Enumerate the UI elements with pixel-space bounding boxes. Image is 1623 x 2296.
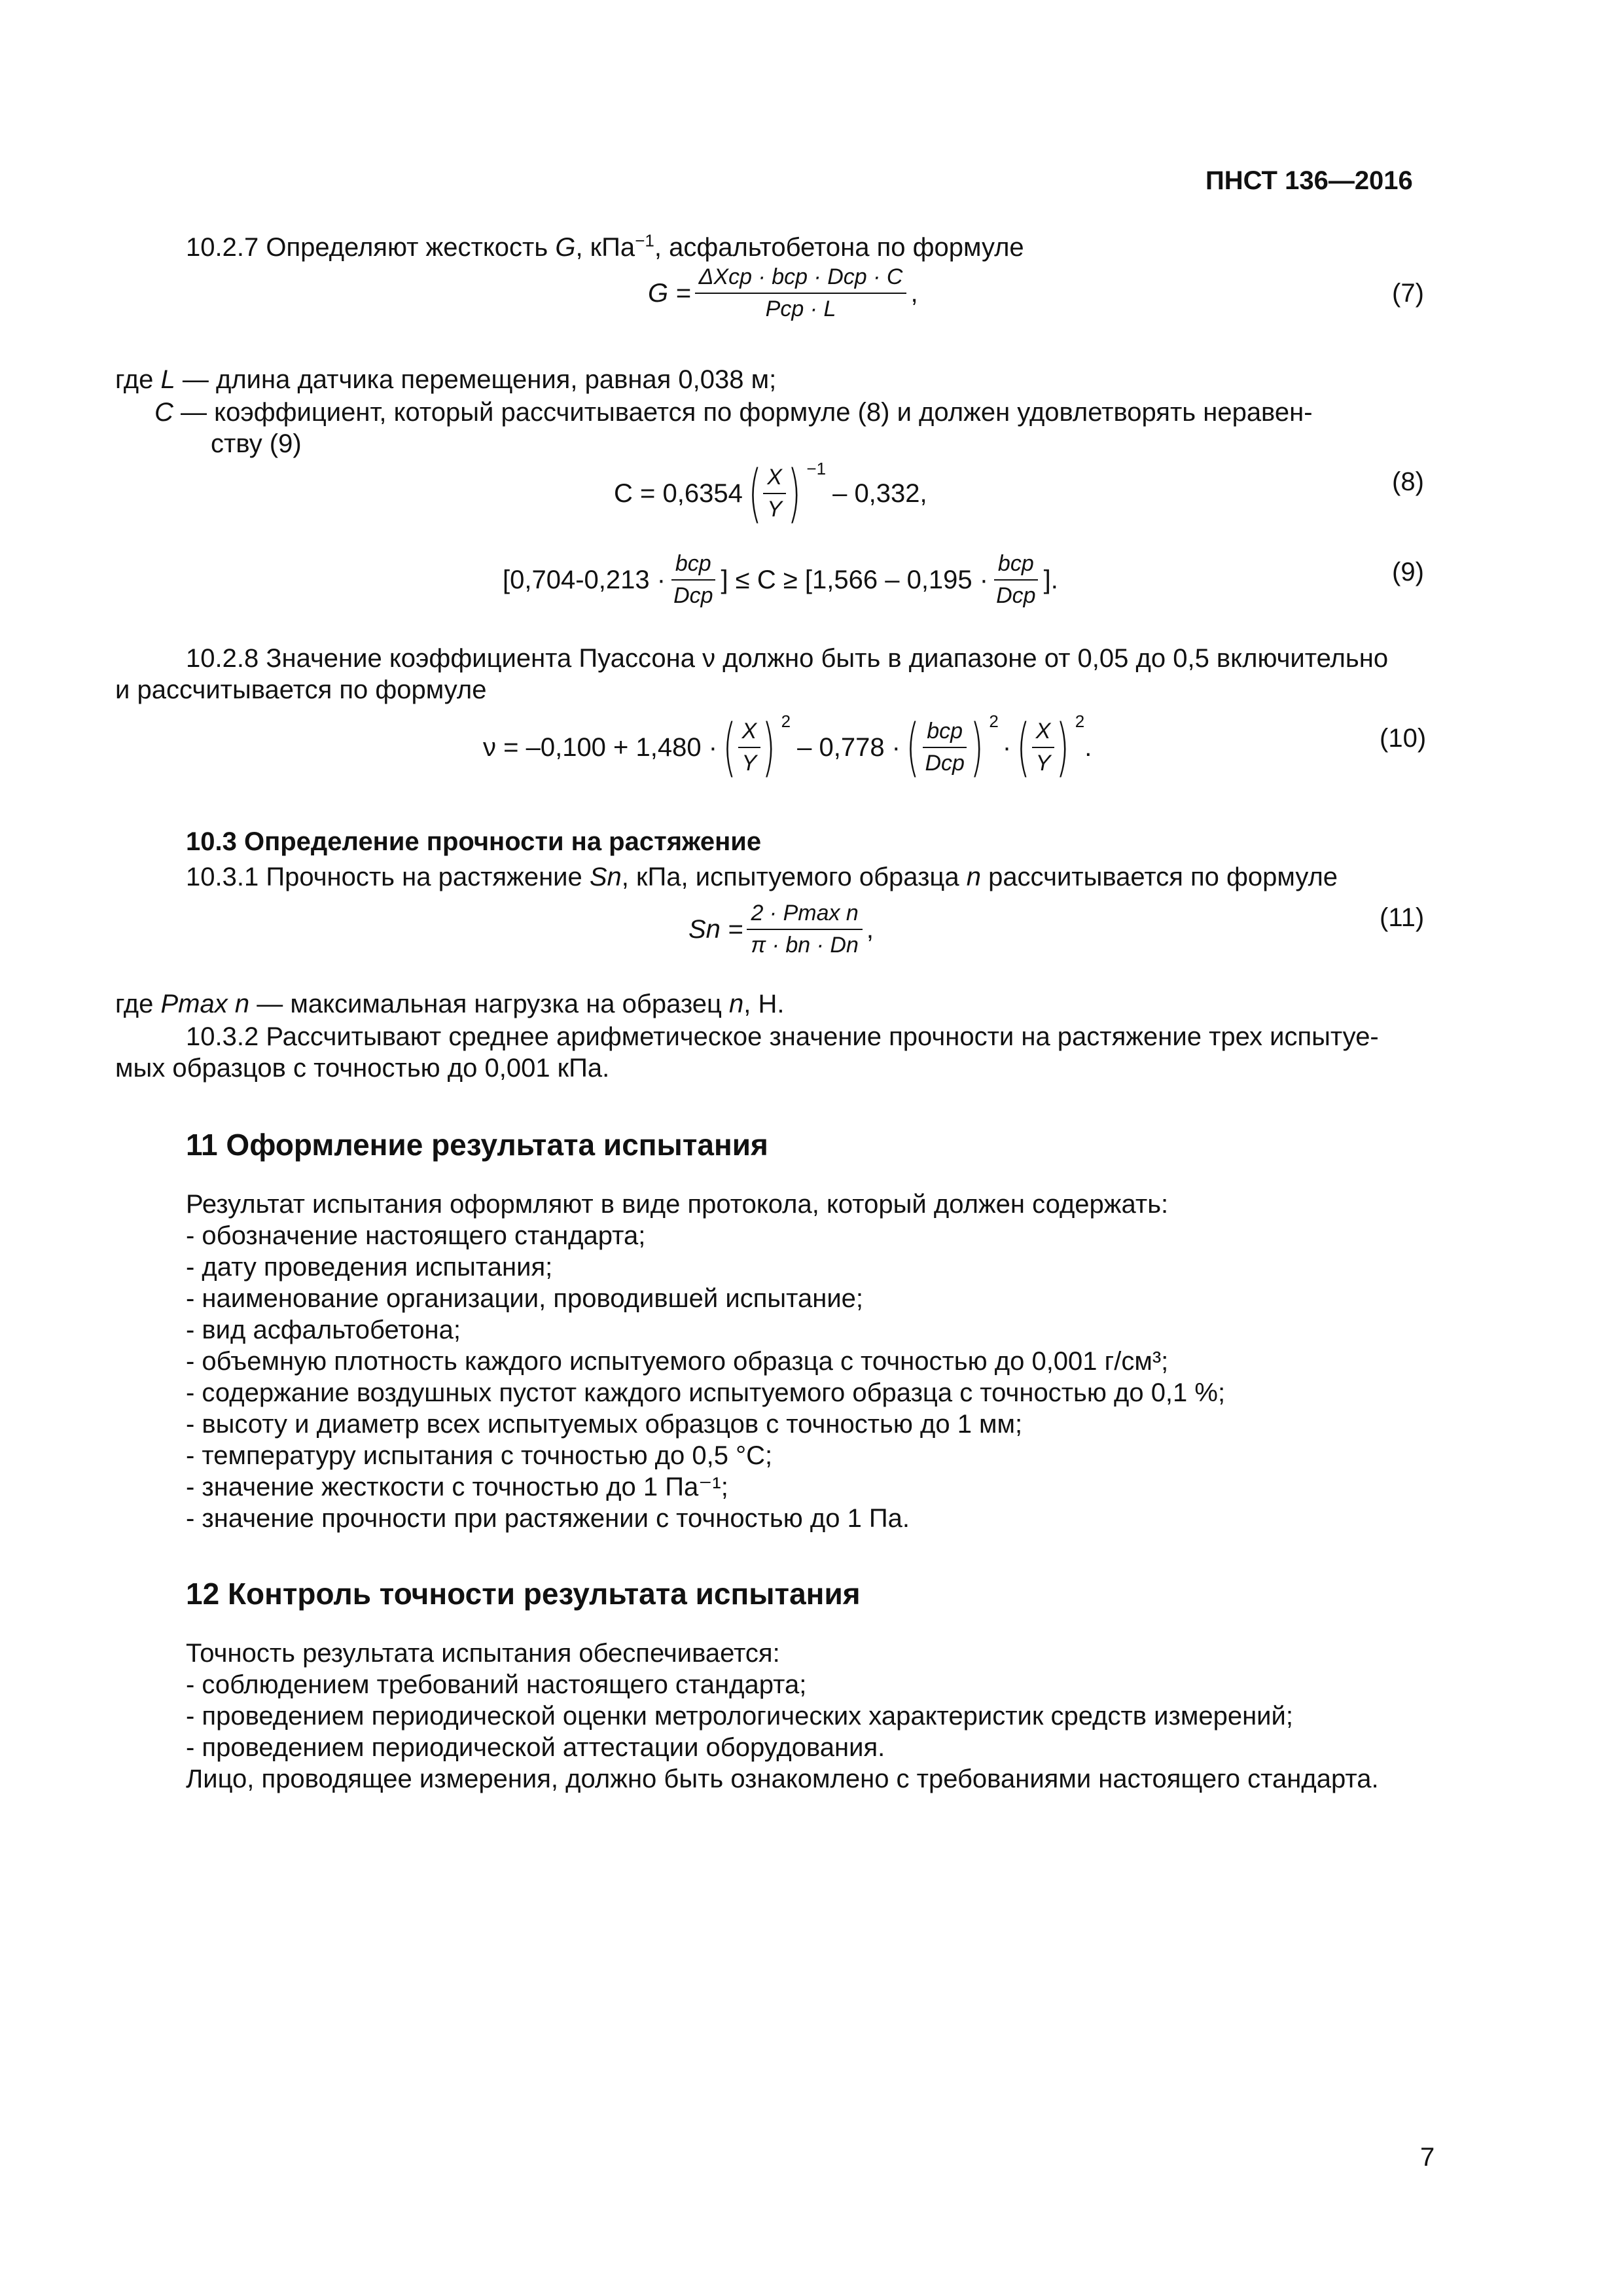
eq11-denominator: π · bn · Dn <box>751 933 859 958</box>
list-item: - вид асфальтобетона; <box>186 1316 461 1344</box>
eq9-fraction-1 <box>669 551 717 609</box>
eq9-num1: bср <box>671 551 715 581</box>
p1027-mid: , кПа <box>575 233 635 262</box>
equation-10: ν = –0,100 + 1,480 · ( $\frac{X}{Y}$ ) 2 – 0,778 · ( $\frac{\text{bср}}{\text{Dср}}$ ) 2 · ( $\frac{X}{Y}$ ) 2 . <box>483 711 1092 784</box>
eq10-label: (10) <box>1380 724 1427 753</box>
eq7-label: (7) <box>1392 279 1424 308</box>
document-id: ПНСТ 136—2016 <box>1205 166 1413 195</box>
paragraph-10-2-7 <box>186 230 1024 262</box>
where11-end: , Н. <box>743 990 785 1018</box>
list-item: - соблюдением требований настоящего стандарта; <box>186 1670 807 1699</box>
list-item: - температуру испытания с точностью до 0,5 °С; <box>186 1441 773 1470</box>
eq10-num1: X <box>738 719 761 748</box>
eq10-fraction-2 <box>921 719 968 776</box>
equation-11 <box>688 901 874 958</box>
p1031-var: Sn <box>589 863 622 891</box>
where7-l-rest: — длина датчика перемещения, равная 0,038 м; <box>175 365 777 394</box>
eq8-denominator: Y <box>767 497 782 522</box>
p1027-post: , асфальтобетона по формуле <box>654 233 1024 262</box>
where11-line <box>115 991 785 1017</box>
eq7-numerator: ΔXср · bср · Dср · C <box>695 264 907 294</box>
where11-rest: — максимальная нагрузка на образец <box>249 990 730 1018</box>
where7-line1 <box>115 367 776 393</box>
p1032-line1: 10.3.2 Рассчитывают среднее арифметическое значение прочности на растяжение трех испытуе- <box>186 1022 1379 1051</box>
list-item: - значение жесткости с точностью до 1 Па⁻¹; <box>186 1473 728 1501</box>
eq10-den3: Y <box>1035 751 1051 776</box>
section-11-intro: Результат испытания оформляют в виде протокола, который должен содержать: <box>186 1190 1169 1219</box>
eq8-label: (8) <box>1392 467 1424 496</box>
list-item: - содержание воздушных пустот каждого испытуемого образца с точностью до 0,1 %; <box>186 1378 1226 1407</box>
eq10-fraction-1 <box>738 719 761 776</box>
section-11-title: 11 Оформление результата испытания <box>186 1128 768 1162</box>
eq11-label: (11) <box>1380 903 1425 932</box>
list-item: - проведением периодической оценки метрологических характеристик средств измерений; <box>186 1702 1293 1731</box>
where11-pre: где <box>115 990 161 1018</box>
where7-pre: где <box>115 365 161 394</box>
eq11-lhs: Sn = <box>688 914 743 944</box>
eq7-lhs: G = <box>648 278 691 308</box>
eq7-denominator: Pср · L <box>765 296 836 321</box>
section-12-intro: Точность результата испытания обеспечивается: <box>186 1639 780 1668</box>
eq9-num2: bср <box>994 551 1038 581</box>
where7-line3: ству (9) <box>211 429 302 458</box>
where7-var-l: L <box>160 365 175 394</box>
eq9-part1: [0,704-0,213 · <box>503 565 666 594</box>
list-item: - дату проведения испытания; <box>186 1253 553 1282</box>
paragraph-10-3-1 <box>186 864 1338 890</box>
eq7-fraction <box>695 264 907 322</box>
section-12-title: 12 Контроль точности результата испытания <box>186 1577 861 1611</box>
eq8-numerator: X <box>763 465 786 494</box>
eq10-tail: . <box>1084 732 1092 762</box>
equation-7 <box>648 264 918 322</box>
eq9-fraction-2 <box>992 551 1039 609</box>
eq9-label: (9) <box>1392 558 1424 586</box>
p1031-var2: n <box>966 863 981 891</box>
eq10-part1: ν = –0,100 + 1,480 · <box>483 732 718 762</box>
p1031-mid: , кПа, испытуемого образца <box>621 863 967 891</box>
list-item: - объемную плотность каждого испытуемого образца с точностью до 0,001 г/см³; <box>186 1347 1169 1376</box>
p1027-exp: −1 <box>635 230 654 251</box>
eq10-part2: – 0,778 · <box>797 732 901 762</box>
eq10-num2: bср <box>923 719 967 748</box>
list-item: - значение прочности при растяжении с точностью до 1 Па. <box>186 1504 910 1533</box>
p1031-post: рассчитывается по формуле <box>980 863 1338 891</box>
list-item: - высоту и диаметр всех испытуемых образцов с точностью до 1 мм; <box>186 1410 1023 1439</box>
eq9-den2: Dср <box>996 583 1036 608</box>
p1027-var: G <box>555 233 576 262</box>
section-12-closing: Лицо, проводящее измерения, должно быть ознакомлено с требованиями настоящего стандарта. <box>186 1765 1379 1793</box>
eq11-numerator: 2 · Pmax n <box>747 901 862 930</box>
eq10-fraction-3 <box>1032 719 1055 776</box>
equation-9 <box>503 551 1058 609</box>
eq11-tail: , <box>866 914 874 944</box>
eq8-tail: – 0,332, <box>832 478 927 508</box>
list-item: - проведением периодической аттестации оборудования. <box>186 1733 885 1762</box>
eq9-part3: ]. <box>1043 565 1058 594</box>
eq7-tail: , <box>910 278 918 308</box>
eq8-fraction <box>763 465 786 522</box>
eq9-den1: Dср <box>673 583 713 608</box>
where7-var-c: C <box>154 398 173 427</box>
list-item: - обозначение настоящего стандарта; <box>186 1221 646 1250</box>
eq10-den1: Y <box>741 751 757 776</box>
p1032-line2: мых образцов с точностью до 0,001 кПа. <box>115 1054 610 1083</box>
p1027-pre: 10.2.7 Определяют жесткость <box>186 233 556 262</box>
p1028-line2: и рассчитывается по формуле <box>115 675 487 704</box>
eq10-den2: Dср <box>925 751 965 776</box>
list-item: - наименование организации, проводившей испытание; <box>186 1284 864 1313</box>
where11-var2: n <box>729 990 744 1018</box>
eq11-fraction <box>747 901 863 958</box>
page-number: 7 <box>1420 2143 1435 2172</box>
eq10-num3: X <box>1032 719 1055 748</box>
eq9-part2: ] ≤ C ≥ [1,566 – 0,195 · <box>721 565 989 594</box>
section-10-3-title: 10.3 Определение прочности на растяжение <box>186 827 762 856</box>
p1031-pre: 10.3.1 Прочность на растяжение <box>186 863 590 891</box>
where11-var: Pmax n <box>160 990 250 1018</box>
where7-c-rest: — коэффициент, который рассчитывается по формуле (8) и должен удовлетворять неравен- <box>173 398 1313 427</box>
where7-line2 <box>154 399 1313 425</box>
p1028-line1: 10.2.8 Значение коэффициента Пуассона ν должно быть в диапазоне от 0,05 до 0,5 включительно <box>186 644 1389 673</box>
eq8-lhs: C = 0,6354 <box>614 478 743 508</box>
equation-8: C = 0,6354 ( $\frac{X}{Y}$ ) −1 – 0,332, <box>614 457 927 530</box>
